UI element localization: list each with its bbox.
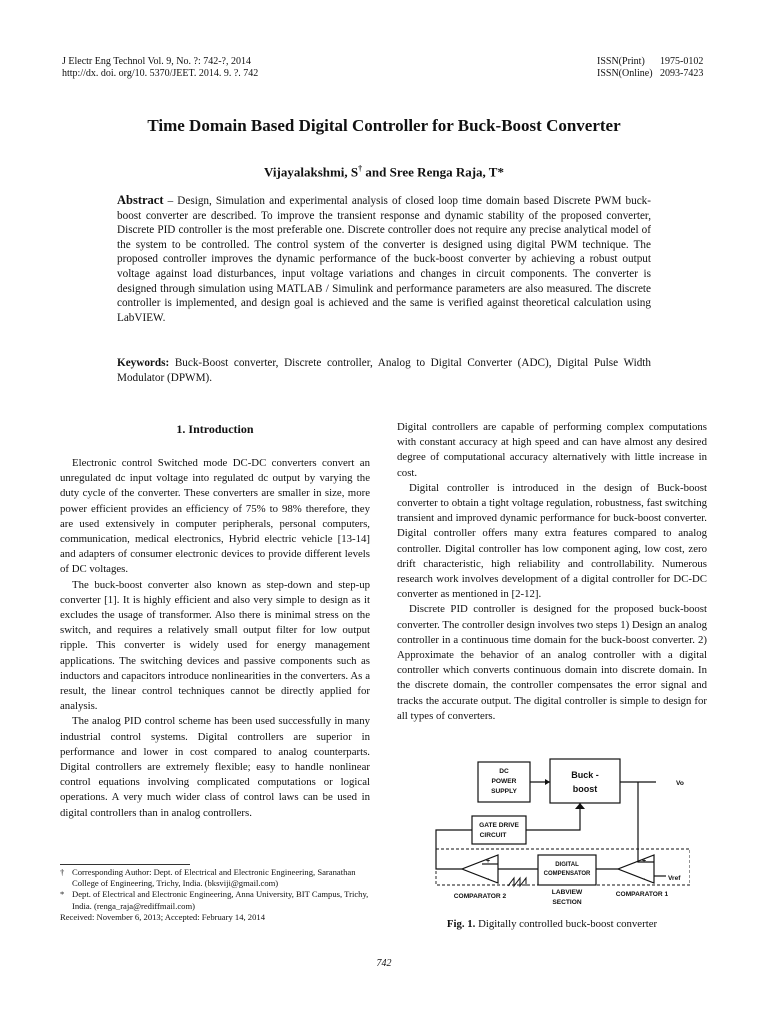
- issn-print-value: 1975-0102: [660, 56, 704, 67]
- figure-1-caption-text: Digitally controlled buck-boost converter: [475, 918, 658, 930]
- paragraph: The buck-boost converter also known as step-down and step-up converter [1]. It is highly efficient and also very simple to design as it excludes the usage of transformer. Also there is minimal stress on the switch, and requires a relatively small output filter for low output ripple. This converter is widely used for energy management applications. The switching devices and passive components such as inductors and capacitors introduce nonlinearities in the converters. As a result, the linear control techniques cannot be directly applied for analysis.: [60, 578, 370, 713]
- doi-line: http://dx. doi. org/10. 5370/JEET. 2014. 9. ?. 742: [62, 68, 259, 79]
- section-heading-introduction: 1. Introduction: [176, 422, 254, 436]
- paragraph: Digital controllers are capable of performing complex computations with constant accuracy at high speed and can have almost any desired degree of computational accuracy alternatively with little increase in cost.: [397, 421, 707, 479]
- page-number: 742: [376, 958, 392, 969]
- vref-label: Vref: [668, 875, 681, 882]
- comparator-1-label: COMPARATOR 1: [615, 891, 669, 898]
- footnote-text: Dept. of Electrical and Electronic Engineering, Anna University, BIT Campus, Trichy, India. (renga_raja@rediffmail.com): [72, 889, 369, 911]
- footnote: [60, 889, 370, 911]
- vo-label: Vo: [676, 780, 684, 787]
- keywords-text: Buck-Boost converter, Discrete controller, Analog to Digital Converter (ADC), Digital Pulse Width Modulator (DPWM).: [117, 357, 651, 384]
- received-line: Received: November 6, 2013; Accepted: February 14, 2014: [60, 911, 265, 922]
- dc-supply-text-1: DC: [499, 768, 509, 775]
- figure-1-caption: [397, 918, 707, 930]
- issn-online-label: ISSN(Online): [597, 68, 653, 79]
- comparator-1-triangle: [618, 855, 654, 883]
- keywords: [117, 356, 651, 385]
- dc-supply-text-3: SUPPLY: [491, 788, 517, 795]
- author-line: [0, 164, 768, 180]
- figure-1-caption-label: Fig. 1.: [446, 918, 476, 930]
- comparator-1-minus: -: [642, 874, 646, 883]
- abstract-text: – Design, Simulation and experimental analysis of closed loop time domain based Discrete PWM buck-boost converter are described. To improve the transient response and dynamic stability of the proposed converter, Discrete PID controller is the most preferable one. Discrete controller does not require any precise analytical model of the system to be controlled. The control system of the converter is designed using digital PWM technique. The proposed controller improves the dynamic performance of the buck-boost converter by achieving a robust output voltage against load disturbances, input voltage variations and changes in circuit components. The converter is designed through simulation using MATLAB / Simulink and performance parameters are also measured. The discrete controller is implemented, and design goal is achieved and the same is verified against theoretical calculation using LabVIEW.: [117, 195, 651, 324]
- compensator-text-1: DIGITAL: [555, 862, 579, 868]
- keywords-label: Keywords:: [117, 357, 170, 369]
- labview-text-2: SECTION: [552, 899, 582, 906]
- paragraph: The analog PID control scheme has been used successfully in many industrial control systems. Digital controllers are superior in performance and lower in cost compared to analog counterparts. Digital controllers are extremely flexible; easy to handle nonlinear control equations involving complicated computations or logical operations. A very much wider class of control laws can be used in digital controllers than in analog controllers.: [60, 715, 370, 819]
- footnotes: [60, 867, 370, 923]
- footnote-mark: †: [60, 867, 65, 877]
- footnote-rule: [60, 864, 190, 865]
- issn-online-value: 2093-7423: [660, 68, 704, 79]
- labview-text-1: LABVIEW: [551, 889, 583, 896]
- abstract: [117, 193, 651, 325]
- comparator-2-plus: +: [485, 858, 491, 865]
- author-2: Sree Renga Raja, T*: [389, 164, 504, 180]
- digital-compensator-block: [538, 855, 596, 885]
- buck-boost-text-1: Buck -: [571, 770, 599, 780]
- gate-drive-block: [472, 816, 526, 844]
- gate-drive-text-2: CIRCUIT: [479, 832, 507, 839]
- paragraph: Digital controller is introduced in the design of Buck-boost converter to obtain a tight voltage regulation, robustness, fast switching transient and improved dynamic performance for buck-boost converter. Digital controller offers many extra features compared to analog controller. Digital controller has low component aging, low cost, zero drift characteristic, high reliability and controllability. Numerous research work involves development of a digital controller for DC-DC converter as mentioned in [2-12].: [397, 481, 707, 601]
- author-connector: and: [362, 164, 390, 180]
- comparator-2-label: COMPARATOR 2: [453, 893, 507, 900]
- comparator-2-triangle: [462, 855, 498, 883]
- paragraph: Discrete PID controller is designed for the proposed buck-boost converter. The controller design involves two steps 1) Design an analog controller in a continuous time domain for the buck-boost converter. 2) Approximate the behavior of an analog controller with a digital controller which converts continuous domain into discrete domain. In the discrete domain, the controller compensates the error signal and tracks the accurate output. The digital controller is simple to design for all types of converters.: [397, 603, 707, 722]
- compensator-text-2: COMPENSATOR: [543, 871, 591, 877]
- comparator-1-plus: +: [641, 858, 647, 865]
- author-1: Vijayalakshmi, S: [264, 164, 359, 180]
- buck-boost-block: [550, 759, 620, 803]
- author-1-mark: †: [358, 164, 363, 173]
- buck-boost-text-2: boost: [572, 784, 598, 794]
- footnote-text: Corresponding Author: Dept. of Electrical and Electronic Engineering, Saranathan College of Engineering, Trichy, India. (bksviji@gmail.com): [72, 867, 356, 889]
- left-column: [60, 456, 370, 821]
- dc-supply-text-2: POWER: [491, 778, 517, 785]
- issn-print-label: ISSN(Print): [597, 56, 645, 67]
- footnote-mark: *: [60, 889, 65, 900]
- paragraph: Electronic control Switched mode DC-DC converters convert an unregulated dc input voltage into regulated dc output by varying the duty cycle of the converter. These converters are smaller in size, more power efficient provides an efficiency of 75% to 98% therefore, they are used extensively in computer peripherals, personal computers, communication, medical electronics, Hybrid electric vehicle [13-14] and adapters of consumer electronic devices to provide different levels of DC voltages.: [60, 457, 370, 576]
- footnote: [60, 867, 370, 889]
- right-column: [397, 420, 707, 724]
- paper-title: Time Domain Based Digital Controller for Buck-Boost Converter: [147, 116, 621, 135]
- abstract-label: Abstract: [117, 193, 164, 207]
- figure-1-block-diagram: [420, 752, 690, 912]
- comparator-2-minus: -: [486, 874, 490, 883]
- journal-citation: J Electr Eng Technol Vol. 9, No. ?: 742-?, 2014: [62, 56, 251, 67]
- gate-drive-text-1: GATE DRIVE: [479, 822, 519, 829]
